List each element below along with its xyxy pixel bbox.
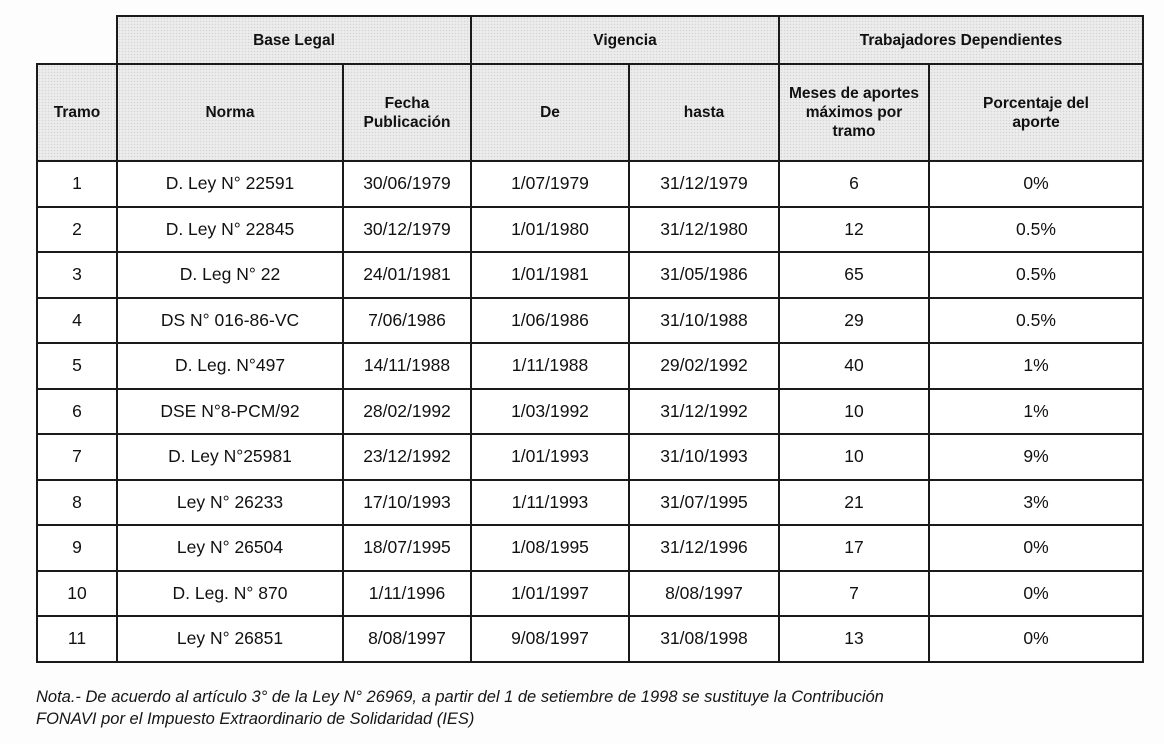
- cell-meses-aportes: 13: [779, 616, 929, 662]
- cell-meses-aportes: 10: [779, 389, 929, 435]
- cell-fecha-publicacion: 1/11/1996: [343, 571, 471, 617]
- cell-fecha-publicacion: 14/11/1988: [343, 343, 471, 389]
- cell-tramo: 10: [37, 571, 117, 617]
- table-row: [37, 207, 1143, 253]
- cell-porcentaje-aporte: 9%: [929, 434, 1143, 480]
- cell-vigencia-de: 1/01/1997: [471, 571, 629, 617]
- cell-vigencia-de: 1/03/1992: [471, 389, 629, 435]
- table-row: [37, 343, 1143, 389]
- cell-vigencia-hasta: 31/12/1980: [629, 207, 779, 253]
- column-header-meses-aportes: [779, 64, 929, 161]
- cell-porcentaje-aporte: 0%: [929, 161, 1143, 207]
- cell-meses-aportes: 65: [779, 252, 929, 298]
- cell-vigencia-de: 1/01/1981: [471, 252, 629, 298]
- cell-tramo: 7: [37, 434, 117, 480]
- column-header-fecha-line1: Fecha: [384, 94, 430, 112]
- cell-tramo: 3: [37, 252, 117, 298]
- column-header-porcentaje-line1: Porcentaje del: [983, 94, 1089, 112]
- empty-corner-cell: [37, 16, 117, 64]
- cell-vigencia-de: 1/06/1986: [471, 298, 629, 344]
- cell-fecha-publicacion: 17/10/1993: [343, 480, 471, 526]
- cell-porcentaje-aporte: 0%: [929, 525, 1143, 571]
- cell-porcentaje-aporte: 0.5%: [929, 207, 1143, 253]
- cell-vigencia-hasta: 31/10/1988: [629, 298, 779, 344]
- cell-norma: DSE N°8-PCM/92: [117, 389, 343, 435]
- column-header-fecha-line2: Publicación: [363, 113, 451, 131]
- footnote: [36, 686, 1146, 730]
- cell-vigencia-hasta: 31/12/1979: [629, 161, 779, 207]
- table-row: [37, 571, 1143, 617]
- cell-vigencia-hasta: 31/07/1995: [629, 480, 779, 526]
- table-row: [37, 161, 1143, 207]
- table-body: [37, 161, 1143, 662]
- cell-fecha-publicacion: 8/08/1997: [343, 616, 471, 662]
- cell-porcentaje-aporte: 0%: [929, 571, 1143, 617]
- cell-norma: D. Leg. N° 870: [117, 571, 343, 617]
- cell-meses-aportes: 17: [779, 525, 929, 571]
- column-header-norma: Norma: [117, 64, 343, 161]
- column-header-hasta: hasta: [629, 64, 779, 161]
- cell-fecha-publicacion: 7/06/1986: [343, 298, 471, 344]
- cell-meses-aportes: 7: [779, 571, 929, 617]
- table-row: [37, 389, 1143, 435]
- column-header-meses-line1: Meses de aportes: [788, 85, 920, 102]
- cell-fecha-publicacion: 30/12/1979: [343, 207, 471, 253]
- footnote-line-1: Nota.- De acuerdo al artículo 3° de la Ley N° 26969, a partir del 1 de setiembre de 1998 se sustituye la Contribución: [36, 688, 884, 706]
- group-header-vigencia: Vigencia: [471, 16, 779, 64]
- cell-porcentaje-aporte: 0%: [929, 616, 1143, 662]
- fonavi-contribution-table: [36, 15, 1144, 663]
- cell-vigencia-hasta: 31/10/1993: [629, 434, 779, 480]
- cell-vigencia-hasta: 31/12/1996: [629, 525, 779, 571]
- cell-vigencia-de: 1/11/1993: [471, 480, 629, 526]
- cell-fecha-publicacion: 23/12/1992: [343, 434, 471, 480]
- cell-meses-aportes: 6: [779, 161, 929, 207]
- cell-fecha-publicacion: 24/01/1981: [343, 252, 471, 298]
- cell-norma: D. Ley N°25981: [117, 434, 343, 480]
- cell-norma: DS N° 016-86-VC: [117, 298, 343, 344]
- cell-porcentaje-aporte: 3%: [929, 480, 1143, 526]
- cell-vigencia-hasta: 29/02/1992: [629, 343, 779, 389]
- cell-vigencia-de: 1/01/1980: [471, 207, 629, 253]
- column-header-porcentaje-line2: aporte: [1012, 113, 1060, 131]
- group-header-trabajadores-dependientes: Trabajadores Dependientes: [779, 16, 1143, 64]
- cell-vigencia-de: 1/11/1988: [471, 343, 629, 389]
- cell-vigencia-de: 1/08/1995: [471, 525, 629, 571]
- cell-tramo: 5: [37, 343, 117, 389]
- column-header-meses-line3: tramo: [832, 123, 876, 140]
- cell-porcentaje-aporte: 0.5%: [929, 252, 1143, 298]
- column-header-tramo: Tramo: [37, 64, 117, 161]
- cell-vigencia-hasta: 31/12/1992: [629, 389, 779, 435]
- cell-tramo: 9: [37, 525, 117, 571]
- cell-tramo: 1: [37, 161, 117, 207]
- cell-vigencia-hasta: 8/08/1997: [629, 571, 779, 617]
- cell-fecha-publicacion: 18/07/1995: [343, 525, 471, 571]
- cell-meses-aportes: 10: [779, 434, 929, 480]
- column-header-row: [37, 64, 1143, 161]
- table-row: [37, 480, 1143, 526]
- column-header-meses-line2: máximos por: [805, 104, 903, 121]
- cell-norma: D. Ley N° 22845: [117, 207, 343, 253]
- cell-norma: D. Leg. N°497: [117, 343, 343, 389]
- cell-tramo: 11: [37, 616, 117, 662]
- cell-fecha-publicacion: 28/02/1992: [343, 389, 471, 435]
- cell-porcentaje-aporte: 1%: [929, 343, 1143, 389]
- group-header-base-legal: Base Legal: [117, 16, 471, 64]
- cell-tramo: 8: [37, 480, 117, 526]
- table-row: [37, 434, 1143, 480]
- column-header-fecha-publicacion: [343, 64, 471, 161]
- table-row: [37, 252, 1143, 298]
- table-row: [37, 298, 1143, 344]
- cell-porcentaje-aporte: 0.5%: [929, 298, 1143, 344]
- cell-vigencia-de: 1/01/1993: [471, 434, 629, 480]
- cell-meses-aportes: 29: [779, 298, 929, 344]
- table-row: [37, 525, 1143, 571]
- cell-tramo: 6: [37, 389, 117, 435]
- cell-norma: D. Leg N° 22: [117, 252, 343, 298]
- cell-tramo: 2: [37, 207, 117, 253]
- cell-meses-aportes: 21: [779, 480, 929, 526]
- table-row: [37, 616, 1143, 662]
- cell-norma: Ley N° 26504: [117, 525, 343, 571]
- cell-meses-aportes: 40: [779, 343, 929, 389]
- column-header-de: De: [471, 64, 629, 161]
- footnote-line-2: FONAVI por el Impuesto Extraordinario de Solidaridad (IES): [36, 710, 475, 728]
- cell-porcentaje-aporte: 1%: [929, 389, 1143, 435]
- column-header-porcentaje-aporte: [929, 64, 1143, 161]
- cell-vigencia-hasta: 31/05/1986: [629, 252, 779, 298]
- group-header-row: [37, 16, 1143, 64]
- cell-vigencia-hasta: 31/08/1998: [629, 616, 779, 662]
- cell-vigencia-de: 1/07/1979: [471, 161, 629, 207]
- cell-norma: Ley N° 26851: [117, 616, 343, 662]
- cell-fecha-publicacion: 30/06/1979: [343, 161, 471, 207]
- cell-tramo: 4: [37, 298, 117, 344]
- cell-norma: D. Ley N° 22591: [117, 161, 343, 207]
- cell-norma: Ley N° 26233: [117, 480, 343, 526]
- cell-vigencia-de: 9/08/1997: [471, 616, 629, 662]
- cell-meses-aportes: 12: [779, 207, 929, 253]
